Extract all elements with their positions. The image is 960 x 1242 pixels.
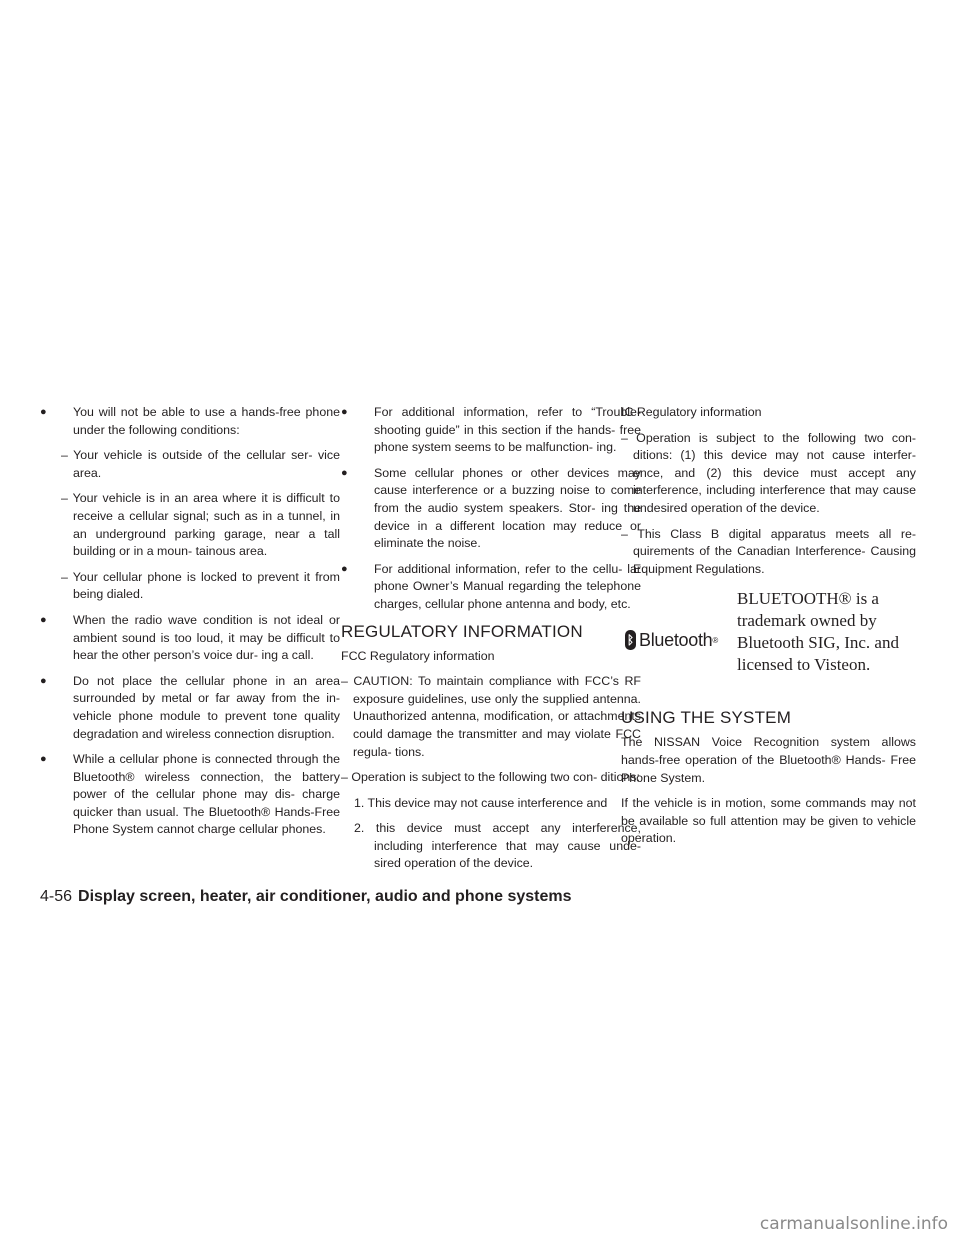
bullet-text: Some cellular phones or other devices may cause interference or a buzzing noise to come from the audio system speakers. Stor- ing the device in a different location may reduce or eliminate the noise. — [374, 465, 641, 551]
bullet-item — [40, 751, 340, 839]
bluetooth-wordmark: Bluetooth — [639, 629, 713, 650]
bluetooth-trademark-block — [621, 588, 916, 700]
bullet-text: While a cellular phone is connected through the Bluetooth® wireless connection, the battery power of the cellular phone may dis- charge quicker than usual. The Bluetooth® Hands-Free Phone System cannot charge cellular phones. — [73, 752, 340, 837]
page-footer — [40, 888, 572, 906]
dash-item: – CAUTION: To maintain compliance with FCC’s RF exposure guidelines, use only the supplied antenna. Unauthorized antenna, modification, or attachments could damage the transmitter and may violate FCC regula- tions. — [341, 674, 641, 759]
bullet-icon: ● — [341, 466, 348, 479]
dash-item: – Your cellular phone is locked to prevent it from being dialed. — [61, 569, 340, 602]
bullet-text: When the radio wave condition is not ideal or ambient sound is too loud, it may be difficult to hear the other person’s voice dur- ing a call. — [73, 612, 340, 663]
bullet-item — [40, 673, 340, 743]
section-heading-using: USING THE SYSTEM — [621, 708, 792, 728]
chapter-title: Display screen, heater, air conditioner, audio and phone systems — [78, 888, 572, 905]
bullet-text: For additional information, refer to “Trouble- shooting guide” in this section if the hands- free phone system seems to be malfunction- ing. — [374, 405, 641, 455]
bullet-icon: ● — [40, 753, 47, 766]
bullet-text: Do not place the cellular phone in an area surrounded by metal or far away from the in-vehicle phone module to prevent tone quality degradation and wireless connection disruption. — [73, 673, 340, 741]
numbered-item: 2. this device must accept any interference, including interference that may cause unde- sired operation of the device. — [354, 821, 641, 871]
bullet-text: For additional information, refer to the cellu- lar phone Owner’s Manual regarding the telephone charges, cellular phone antenna and body, etc. — [374, 561, 641, 611]
column-2 — [341, 404, 641, 881]
column-1 — [40, 404, 340, 847]
bullet-item — [341, 561, 641, 614]
column-3 — [621, 404, 916, 856]
bullet-icon: ● — [40, 613, 47, 626]
dash-item: – Your vehicle is in an area where it is difficult to receive a cellular signal; such as in a tunnel, in an underground parking garage, near a tall building or in a moun- tainous area. — [61, 491, 340, 559]
bullet-item — [341, 465, 641, 553]
bluetooth-logo — [625, 630, 718, 650]
bullet-icon: ● — [40, 674, 47, 687]
page-number: 4-56 — [40, 888, 73, 905]
registered-mark: ® — [712, 635, 719, 645]
dash-item: – Operation is subject to the following two con- ditions: — [341, 770, 640, 785]
paragraph: The NISSAN Voice Recognition system allows hands-free operation of the Bluetooth® Hands- Free Phone System. — [621, 735, 916, 785]
bullet-icon: ● — [341, 406, 348, 418]
dash-item: – Your vehicle is outside of the cellular ser- vice area. — [61, 448, 340, 480]
bluetooth-icon: ᛒ — [625, 630, 636, 650]
bullet-item — [341, 404, 641, 457]
bluetooth-trademark-note: BLUETOOTH® is a trademark owned by Bluetooth SIG, Inc. and licensed to Visteon. — [737, 589, 899, 675]
section-heading-regulatory: REGULATORY INFORMATION — [341, 621, 583, 641]
bullet-icon: ● — [341, 562, 348, 575]
watermark: carmanualsonline.info — [759, 1214, 948, 1234]
dash-item: – Operation is subject to the following two con- ditions: (1) this device may not cause interfer- ence, and (2) this device must accept any interference, including interference that may cause undesired operation of the device. — [621, 430, 916, 515]
bullet-text: You will not be able to use a hands-free phone under the following conditions: — [73, 405, 340, 437]
paragraph: If the vehicle is in motion, some commands may not be available so full attention may be given to vehicle operation. — [621, 796, 916, 846]
numbered-item: 1. This device may not cause interference and — [354, 795, 608, 810]
ic-subtitle: IC Regulatory information — [621, 405, 762, 419]
fcc-subtitle: FCC Regulatory information — [341, 648, 495, 663]
dash-item: – This Class B digital apparatus meets all re- quirements of the Canadian Interference- Causing Equipment Regulations. — [621, 526, 916, 576]
bullet-item — [40, 404, 340, 439]
bullet-item — [40, 612, 340, 665]
bullet-icon: ● — [40, 406, 47, 418]
